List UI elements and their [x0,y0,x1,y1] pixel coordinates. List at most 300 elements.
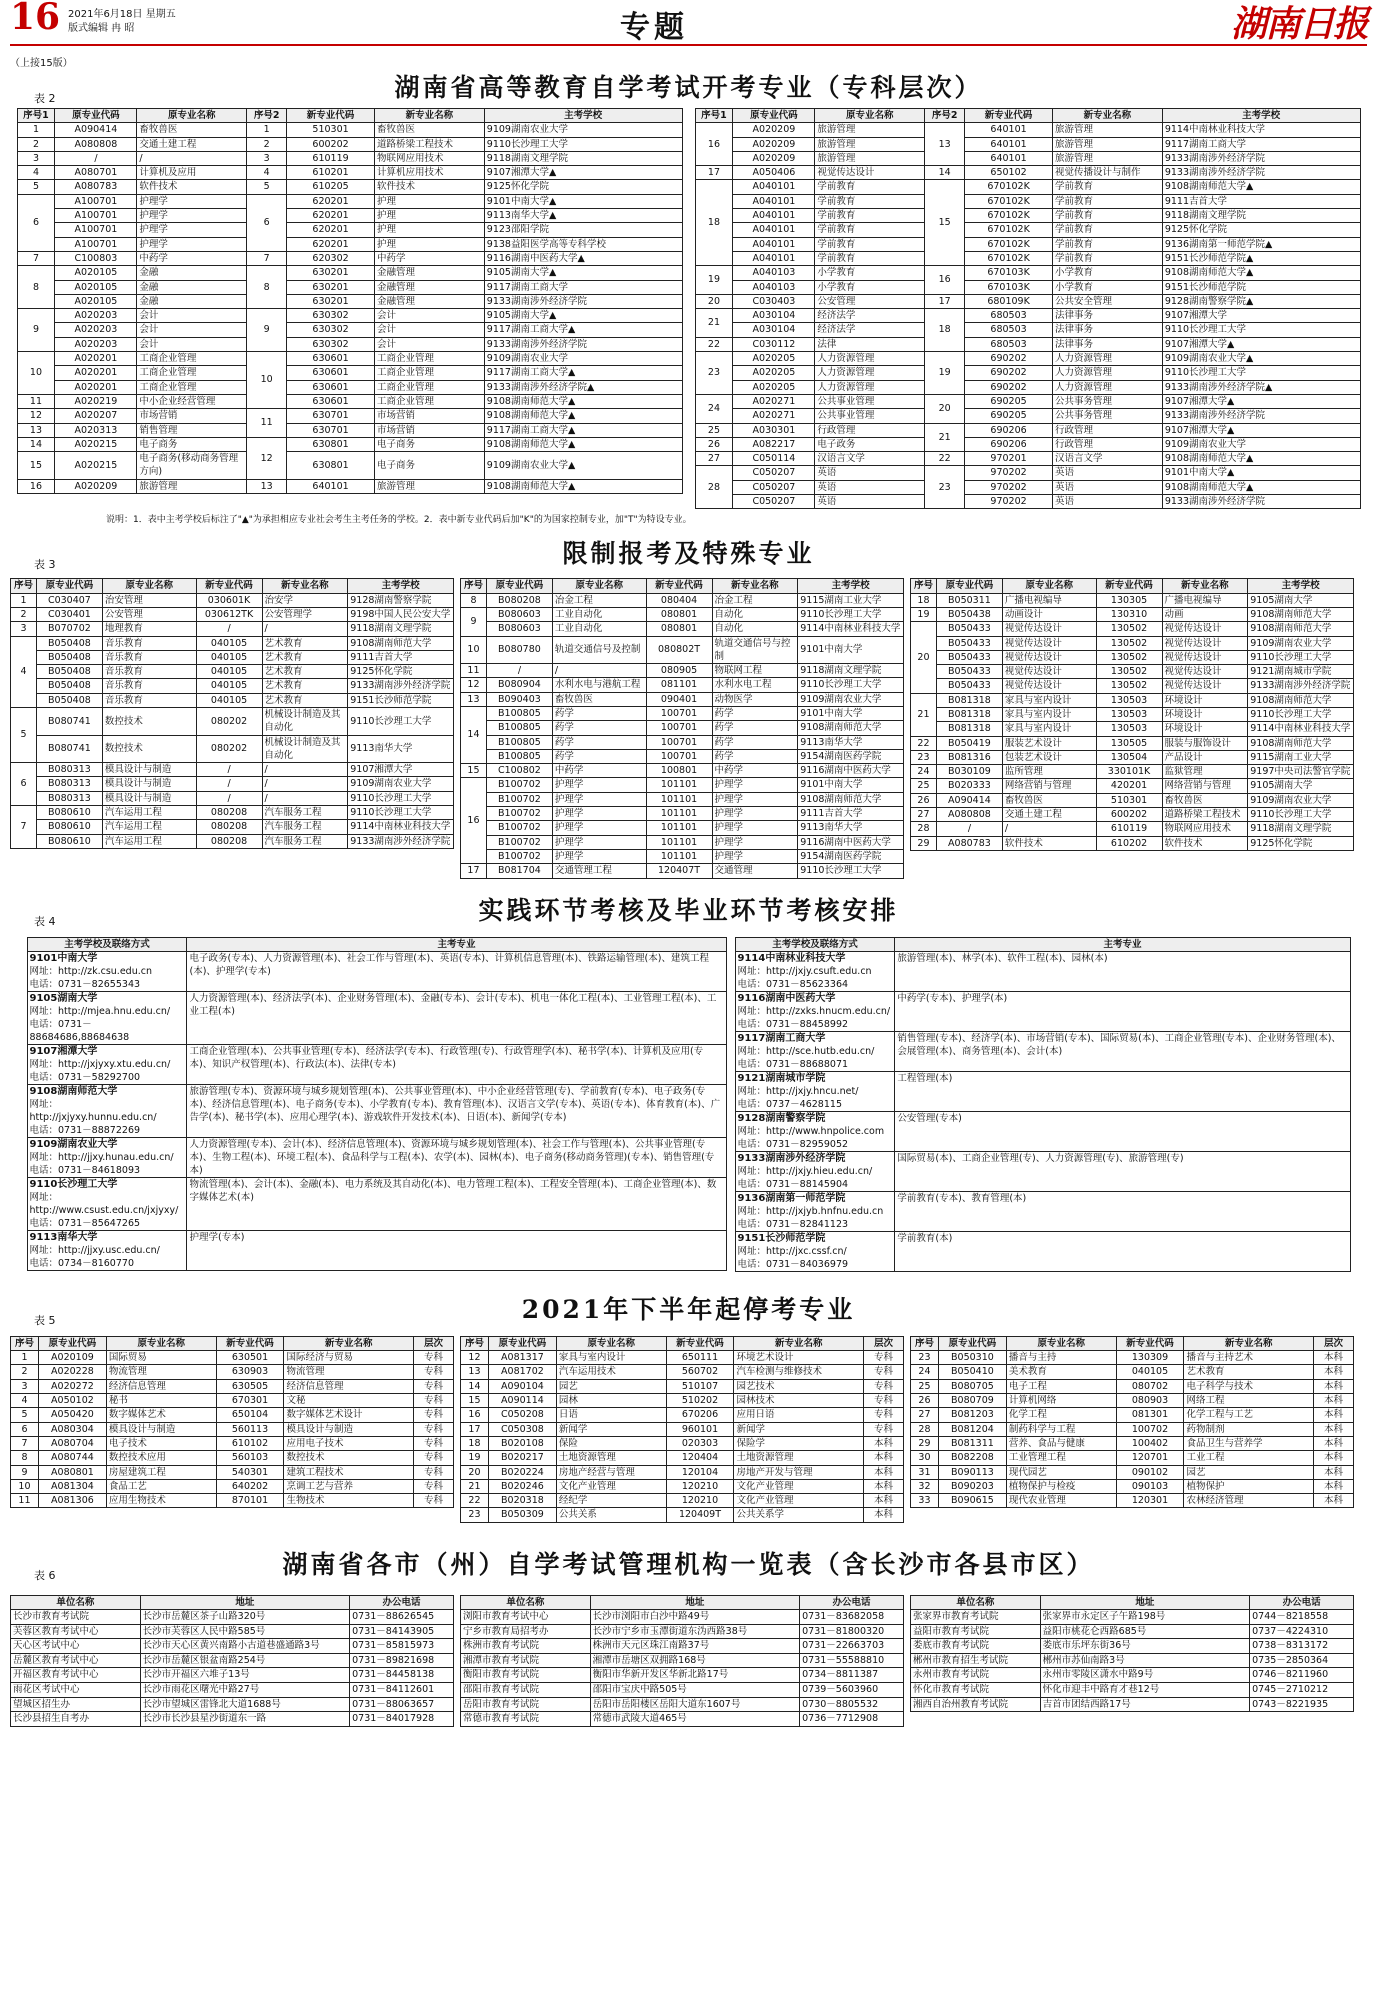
table-cell: 9101中南大学 [798,636,904,664]
school-majors: 中药学(专本)、护理学(本) [895,991,1350,1031]
table-cell: 护理学 [137,194,247,208]
table-cell: 金融 [137,280,247,294]
table-cell: B090403 [486,692,552,706]
column-header: 主考学校及联络方式 [735,937,895,951]
table-cell: A020215 [55,452,137,480]
column-header: 新专业名称 [1184,1336,1314,1350]
table-cell: B050419 [936,736,1002,750]
table-cell: 保险 [556,1436,666,1450]
table-cell: 600202 [287,137,375,151]
table-row [695,423,1360,437]
table-cell: 870101 [216,1494,284,1508]
table-cell: 3 [247,151,287,165]
table-cell: B050433 [936,622,1002,636]
table-cell: A020219 [55,394,137,408]
school-contact [735,1071,895,1111]
table-cell: 本科 [1314,1394,1354,1408]
school-website: 网址：http://zxks.hnucm.edu.cn/ [737,1005,891,1017]
table-cell: 13 [925,123,965,166]
column-header: 层次 [414,1336,454,1350]
table-cell: A080744 [38,1451,106,1465]
header-row [11,1595,454,1609]
table-cell: 会计 [137,323,247,337]
table-cell: 9101中南大学 [798,778,904,792]
table-row [11,636,454,650]
table-cell: B080313 [36,763,102,777]
table-row [911,1624,1354,1639]
table-cell: 9151长沙师范学院▲ [1162,251,1360,265]
table-cell: 国际贸易 [106,1351,216,1365]
table-cell: B080610 [36,820,102,834]
column-header: 原专业代码 [733,109,815,123]
table-cell: 9133湖南涉外经济学院▲ [1162,380,1360,394]
table-row [911,808,1354,822]
table-cell: 艺术教育 [262,693,348,707]
table-cell: 长沙市教育考试院 [11,1610,141,1625]
table-cell: 9133湖南涉外经济学院 [484,337,682,351]
table-cell: 本科 [1314,1494,1354,1508]
table-cell: A080704 [38,1436,106,1450]
school-name: 9117湖南工商大学 [737,1032,826,1044]
table-row [11,1668,454,1683]
table-cell: 园艺 [1184,1465,1314,1479]
table-cell: 100801 [646,764,712,778]
table-cell: 101101 [646,835,712,849]
school-majors: 人力资源管理(本)、经济法学(本)、企业财务管理(本)、金融(专本)、会计(专本)、机电一体化工程(本)、工业管理工程(本)、工业工程(本) [187,991,726,1044]
table-cell: 法律 [815,337,925,351]
table-row [461,1365,904,1379]
table-cell: 130310 [1096,607,1162,621]
table-cell: A040101 [733,237,815,251]
table-cell: 9108湖南师范大学 [1248,693,1354,707]
table-cell: 交通土建工程 [1002,808,1096,822]
table-cell: 雨花区考试中心 [11,1682,141,1697]
table-cell: 9118湖南文理学院 [348,622,454,636]
table-cell: A020201 [55,380,137,394]
column-header: 地址 [1040,1595,1249,1609]
table-cell: 公共事务管理 [1053,409,1163,423]
table-cell: 长沙市宁乡市玉潭街道东沩西路38号 [590,1624,799,1639]
table-cell: A020209 [55,479,137,493]
table6-title: 湖南省各市（州）自学考试管理机构一览表（含长沙市各县市区） [282,1549,1095,1579]
table-cell: 学前教育 [815,251,925,265]
table-row [695,137,1360,151]
table-row [17,223,682,237]
table-cell: 18 [911,593,937,607]
table-cell: B050408 [36,679,102,693]
table-cell: C030401 [36,607,102,621]
table-cell: 28 [695,466,733,509]
table-cell: 101101 [646,849,712,863]
table-cell: 汽车服务工程 [262,806,348,820]
table-cell: 9108湖南师范大学▲ [1162,180,1360,194]
table-cell: 株洲市天元区珠江南路37号 [590,1639,799,1654]
table-row [911,679,1354,693]
table-cell: 100402 [1116,1436,1184,1450]
table-row [11,1451,454,1465]
table-cell: C100803 [55,251,137,265]
table-cell: 岳阳市教育考试院 [461,1697,591,1712]
table-cell: 汽车运用工程 [102,806,196,820]
column-header: 新专业代码 [666,1336,734,1350]
school-phone: 电话：0731－82655343 [29,978,141,990]
table-cell: 18 [461,1436,489,1450]
column-header: 办公电话 [1250,1595,1354,1609]
school-majors: 电子政务(专本)、人力资源管理(本)、社会工作与管理(本)、英语(专本)、计算机信息管理(本)、铁路运输管理(本)、建筑工程(本)、护理学(专本) [187,951,726,991]
table-row [461,721,904,735]
header-row [11,579,454,593]
table-row [461,678,904,692]
table-cell: 护理学 [552,792,646,806]
table-cell: 130502 [1096,636,1162,650]
table-cell: 市场营销 [375,423,485,437]
table-cell: 040105 [196,679,262,693]
school-name: 9101中南大学 [29,952,98,964]
table-cell: 学前教育 [815,209,925,223]
table-cell: 0739－5603960 [800,1682,904,1697]
table-cell: 公共事业管理 [815,409,925,423]
table-cell: 0731－84458138 [350,1668,454,1683]
table-cell: 0745－2710212 [1250,1682,1354,1697]
table-cell: 090103 [1116,1479,1184,1493]
table-cell: 0743－8221935 [1250,1697,1354,1712]
table-row [695,294,1360,308]
table-row [11,607,454,621]
table-cell: 610119 [1096,822,1162,836]
table-cell: B020217 [488,1451,556,1465]
table-cell: 英语 [1053,495,1163,509]
table-cell: 汽车运用工程 [102,834,196,848]
table6-col3 [910,1595,1354,1712]
school-contact [735,951,895,991]
school-name: 9108湖南师范大学 [29,1085,118,1097]
table2-note: 说明：1．表中主考学校后标注了"▲"为承担相应专业社会考生主考任务的学校。2．表中新专业代码后加"K"的为国家控制专业，加"T"为特设专业。 [106,515,692,526]
table-cell: 电子技术 [106,1436,216,1450]
table-cell: 25 [911,779,937,793]
table-cell: 物联网工程 [712,664,798,678]
table-row [17,479,682,493]
table-cell: 130505 [1096,736,1162,750]
table3-title: 限制报考及特殊专业 [562,539,815,569]
table-cell: 9125怀化学院 [484,180,682,194]
table-cell: 小学教育 [1053,280,1163,294]
school-row [27,1084,726,1137]
table-cell: B080208 [486,593,552,607]
table-cell: B100805 [486,706,552,720]
table-cell: 650102 [965,166,1053,180]
table-row [911,1408,1354,1422]
table-row [17,394,682,408]
table-cell: 630505 [216,1379,284,1393]
table-cell: 烹调工艺与营养 [284,1479,414,1493]
table-cell: 药学 [552,721,646,735]
table-cell: 6 [11,763,37,806]
table-row [461,1697,904,1712]
table-cell: 护理 [375,223,485,237]
table-row [911,793,1354,807]
column-header: 原专业名称 [556,1336,666,1350]
table-cell: A090414 [936,793,1002,807]
column-header: 原专业名称 [552,579,646,593]
school-website: 网址：http://mjea.hnu.edu.cn/ [29,1005,171,1017]
table-cell: B081318 [936,722,1002,736]
table-cell: 9108湖南师范大学▲ [1162,452,1360,466]
table-cell: B080741 [36,707,102,735]
table3-heading [10,534,1367,574]
table-cell: B080603 [486,622,552,636]
table-row [461,1610,904,1625]
table4-title: 实践环节考核及毕业环节考核安排 [478,895,899,925]
table-cell: 9128湖南警察学院 [348,593,454,607]
table-cell: 1 [11,1351,39,1365]
table4-heading [10,891,1367,931]
table-cell: 网络营销与管理 [1002,779,1096,793]
table-cell: 学前教育 [815,180,925,194]
table-cell: / [262,777,348,791]
table-cell: 销售管理 [137,423,247,437]
table-cell: 环境设计 [1162,693,1248,707]
table-cell: 080801 [646,622,712,636]
table-cell: 27 [911,808,937,822]
table-cell: 9105湖南大学▲ [484,266,682,280]
table-cell: 公共事务管理 [1053,394,1163,408]
table3-col2 [460,578,904,878]
table-cell: B080709 [938,1394,1006,1408]
table-cell: B080610 [36,834,102,848]
header-row [11,1336,454,1350]
table-cell: 机械设计制造及其自动化 [262,707,348,735]
table-cell: 9108湖南师范大学▲ [484,409,682,423]
table-cell: 20 [461,1465,489,1479]
table-cell: 音乐教育 [102,636,196,650]
school-majors: 学前教育(专本)、教育管理(本) [895,1191,1350,1231]
table-cell: 690205 [965,409,1053,423]
table-cell: 公共关系学 [734,1508,864,1522]
table-cell: 9116湖南中医药大学 [798,764,904,778]
table-cell: B020224 [488,1465,556,1479]
table-cell: 8 [11,1451,39,1465]
table-cell: 9133湖南涉外经济学院 [348,679,454,693]
table-cell: 970202 [965,495,1053,509]
table-cell: 9117湖南工商大学▲ [484,423,682,437]
table-cell: A020201 [55,352,137,366]
table-cell: 学前教育 [1053,251,1163,265]
table-cell: 630701 [287,409,375,423]
table-row [17,194,682,208]
table-cell: 24 [695,394,733,423]
column-header: 主考学校及联络方式 [27,937,187,951]
table-cell: B020246 [488,1479,556,1493]
table-cell: 视觉传达设计 [1002,650,1096,664]
table-row [17,337,682,351]
table-cell: 电子政务 [815,437,925,451]
table-row [11,1379,454,1393]
table2-left [17,108,683,494]
table-cell: B081704 [486,864,552,878]
column-header: 原专业代码 [38,1336,106,1350]
table-cell: 2 [247,137,287,151]
table-row [11,1436,454,1450]
column-header: 原专业代码 [936,579,1002,593]
table-row [461,607,904,621]
table-cell: 衡阳市华新开发区华新北路17号 [590,1668,799,1683]
table-cell: 电子商务 [137,437,247,451]
table-cell: 文化产业管理 [734,1494,864,1508]
table-row [461,1624,904,1639]
table-cell: 560702 [666,1365,734,1379]
table-row [911,722,1354,736]
table-cell: 090401 [646,692,712,706]
table-cell: 9113南华大学 [798,821,904,835]
table-row [17,323,682,337]
table-cell: 常德市武陵大道465号 [590,1712,799,1727]
table-cell: 长沙市开福区六堆子13号 [140,1668,349,1683]
table-row [695,266,1360,280]
table-cell: 9133湖南涉外经济学院 [348,834,454,848]
table-cell: 英语 [815,466,925,480]
table-cell: 20 [695,294,733,308]
table-cell: 680503 [965,323,1053,337]
table-cell: 新闻学 [734,1422,864,1436]
table-cell: 益阳市教育考试院 [911,1624,1041,1639]
table-cell: 9110长沙理工大学 [348,791,454,805]
table5-col2 [460,1336,904,1523]
table-cell: 690206 [965,423,1053,437]
column-header: 原专业代码 [486,579,552,593]
table-cell: 030601K [196,593,262,607]
table-cell: 690205 [965,394,1053,408]
table-cell: 10 [247,352,287,409]
table-cell: B050408 [36,650,102,664]
column-header: 序号 [11,1336,39,1350]
school-website: 网址：http://sce.hutb.edu.cn/ [737,1045,875,1057]
table-cell: 护理学 [712,778,798,792]
table-cell: 29 [911,836,937,850]
column-header: 主考学校 [348,579,454,593]
table-cell: 护理学 [552,778,646,792]
school-contact [735,1151,895,1191]
table-cell: B090203 [938,1479,1006,1493]
table-cell: 4 [11,1394,39,1408]
table-cell: 630302 [287,323,375,337]
table-cell: 小学教育 [815,280,925,294]
column-header: 新专业代码 [1116,1336,1184,1350]
table-row [11,1712,454,1727]
table-cell: 7 [247,251,287,265]
table-cell: 学前教育 [815,237,925,251]
table-cell: 开福区教育考试中心 [11,1668,141,1683]
table-cell: 物流管理 [284,1365,414,1379]
table-row [11,707,454,735]
table-row [695,452,1360,466]
table-cell: B100702 [486,792,552,806]
table-cell: / [196,763,262,777]
table-row [11,650,454,664]
table-cell: 学前教育 [815,223,925,237]
table-cell: 9109湖南农业大学 [1248,793,1354,807]
table-cell: C050308 [488,1422,556,1436]
table-cell: A020209 [733,151,815,165]
school-phone: 电话：0731－88684686,88684638 [29,1018,130,1043]
column-header: 序号 [11,579,37,593]
table-cell: A020271 [733,409,815,423]
table-cell: 护理学 [552,807,646,821]
table-cell: 9151长沙师范学院 [1162,280,1360,294]
table-cell: 软件技术 [1002,836,1096,850]
table-cell: 040105 [196,636,262,650]
school-phone: 电话：0731－85623364 [737,978,849,990]
table-cell: 护理学 [137,223,247,237]
table-cell: 27 [911,1408,939,1422]
column-header: 主考专业 [187,937,726,951]
column-header: 新专业代码 [216,1336,284,1350]
table-row [11,1682,454,1697]
table-cell: 化学工程 [1006,1408,1116,1422]
table-cell: 公共事业管理 [815,394,925,408]
table-cell: 美术教育 [1006,1365,1116,1379]
table-cell: 应用电子技术 [284,1436,414,1450]
table-cell: 水利水电工程 [712,678,798,692]
table-cell: 英语 [1053,466,1163,480]
table-cell: 保险学 [734,1436,864,1450]
table-cell: 化学工程与工艺 [1184,1408,1314,1422]
table-cell: 食品卫生与营养学 [1184,1436,1314,1450]
table-cell: A020203 [55,337,137,351]
table-row [11,1365,454,1379]
column-header: 序号1 [17,109,55,123]
table-cell: 土地资源管理 [556,1451,666,1465]
table-cell: 浏阳市教育考试中心 [461,1610,591,1625]
table-cell: A040101 [733,251,815,265]
table-cell: 19 [695,266,733,295]
table-row [461,1668,904,1683]
table-cell: 园艺 [556,1379,666,1393]
table-cell: 本科 [1314,1351,1354,1365]
table-cell: 130305 [1096,593,1162,607]
school-phone: 电话：0731－82841123 [737,1218,849,1230]
table-cell: 080905 [646,664,712,678]
masthead [10,0,1367,46]
table-cell: 330101K [1096,765,1162,779]
school-name: 9128湖南警察学院 [737,1112,826,1124]
table-row [911,650,1354,664]
table-cell: 16 [461,778,487,864]
table-row [461,593,904,607]
table-cell: 13 [247,479,287,493]
table-cell: 交通管理 [712,864,798,878]
table-cell: 计算机及应用 [137,166,247,180]
table-cell: 080208 [196,820,262,834]
table-cell: 9118湖南文理学院 [1162,209,1360,223]
table-cell: 630801 [287,452,375,480]
table-cell: 28 [911,822,937,836]
table-cell: 益阳市桃花仑西路685号 [1040,1624,1249,1639]
table-cell: 现代农业管理 [1006,1494,1116,1508]
table-cell: 护理 [375,237,485,251]
column-header: 原专业名称 [1006,1336,1116,1350]
table-cell: 9109湖南农业大学 [484,123,682,137]
table-cell: 610202 [1096,836,1162,850]
table-cell: 650104 [216,1408,284,1422]
table-cell: 080202 [196,735,262,763]
table-cell: 9111吉首大学 [1162,194,1360,208]
table-cell: 小学教育 [1053,266,1163,280]
table-cell: 9110长沙理工大学 [798,607,904,621]
table-cell: 33 [911,1494,939,1508]
school-contact [27,991,187,1044]
table-cell: 音乐教育 [102,693,196,707]
column-header: 新专业名称 [262,579,348,593]
